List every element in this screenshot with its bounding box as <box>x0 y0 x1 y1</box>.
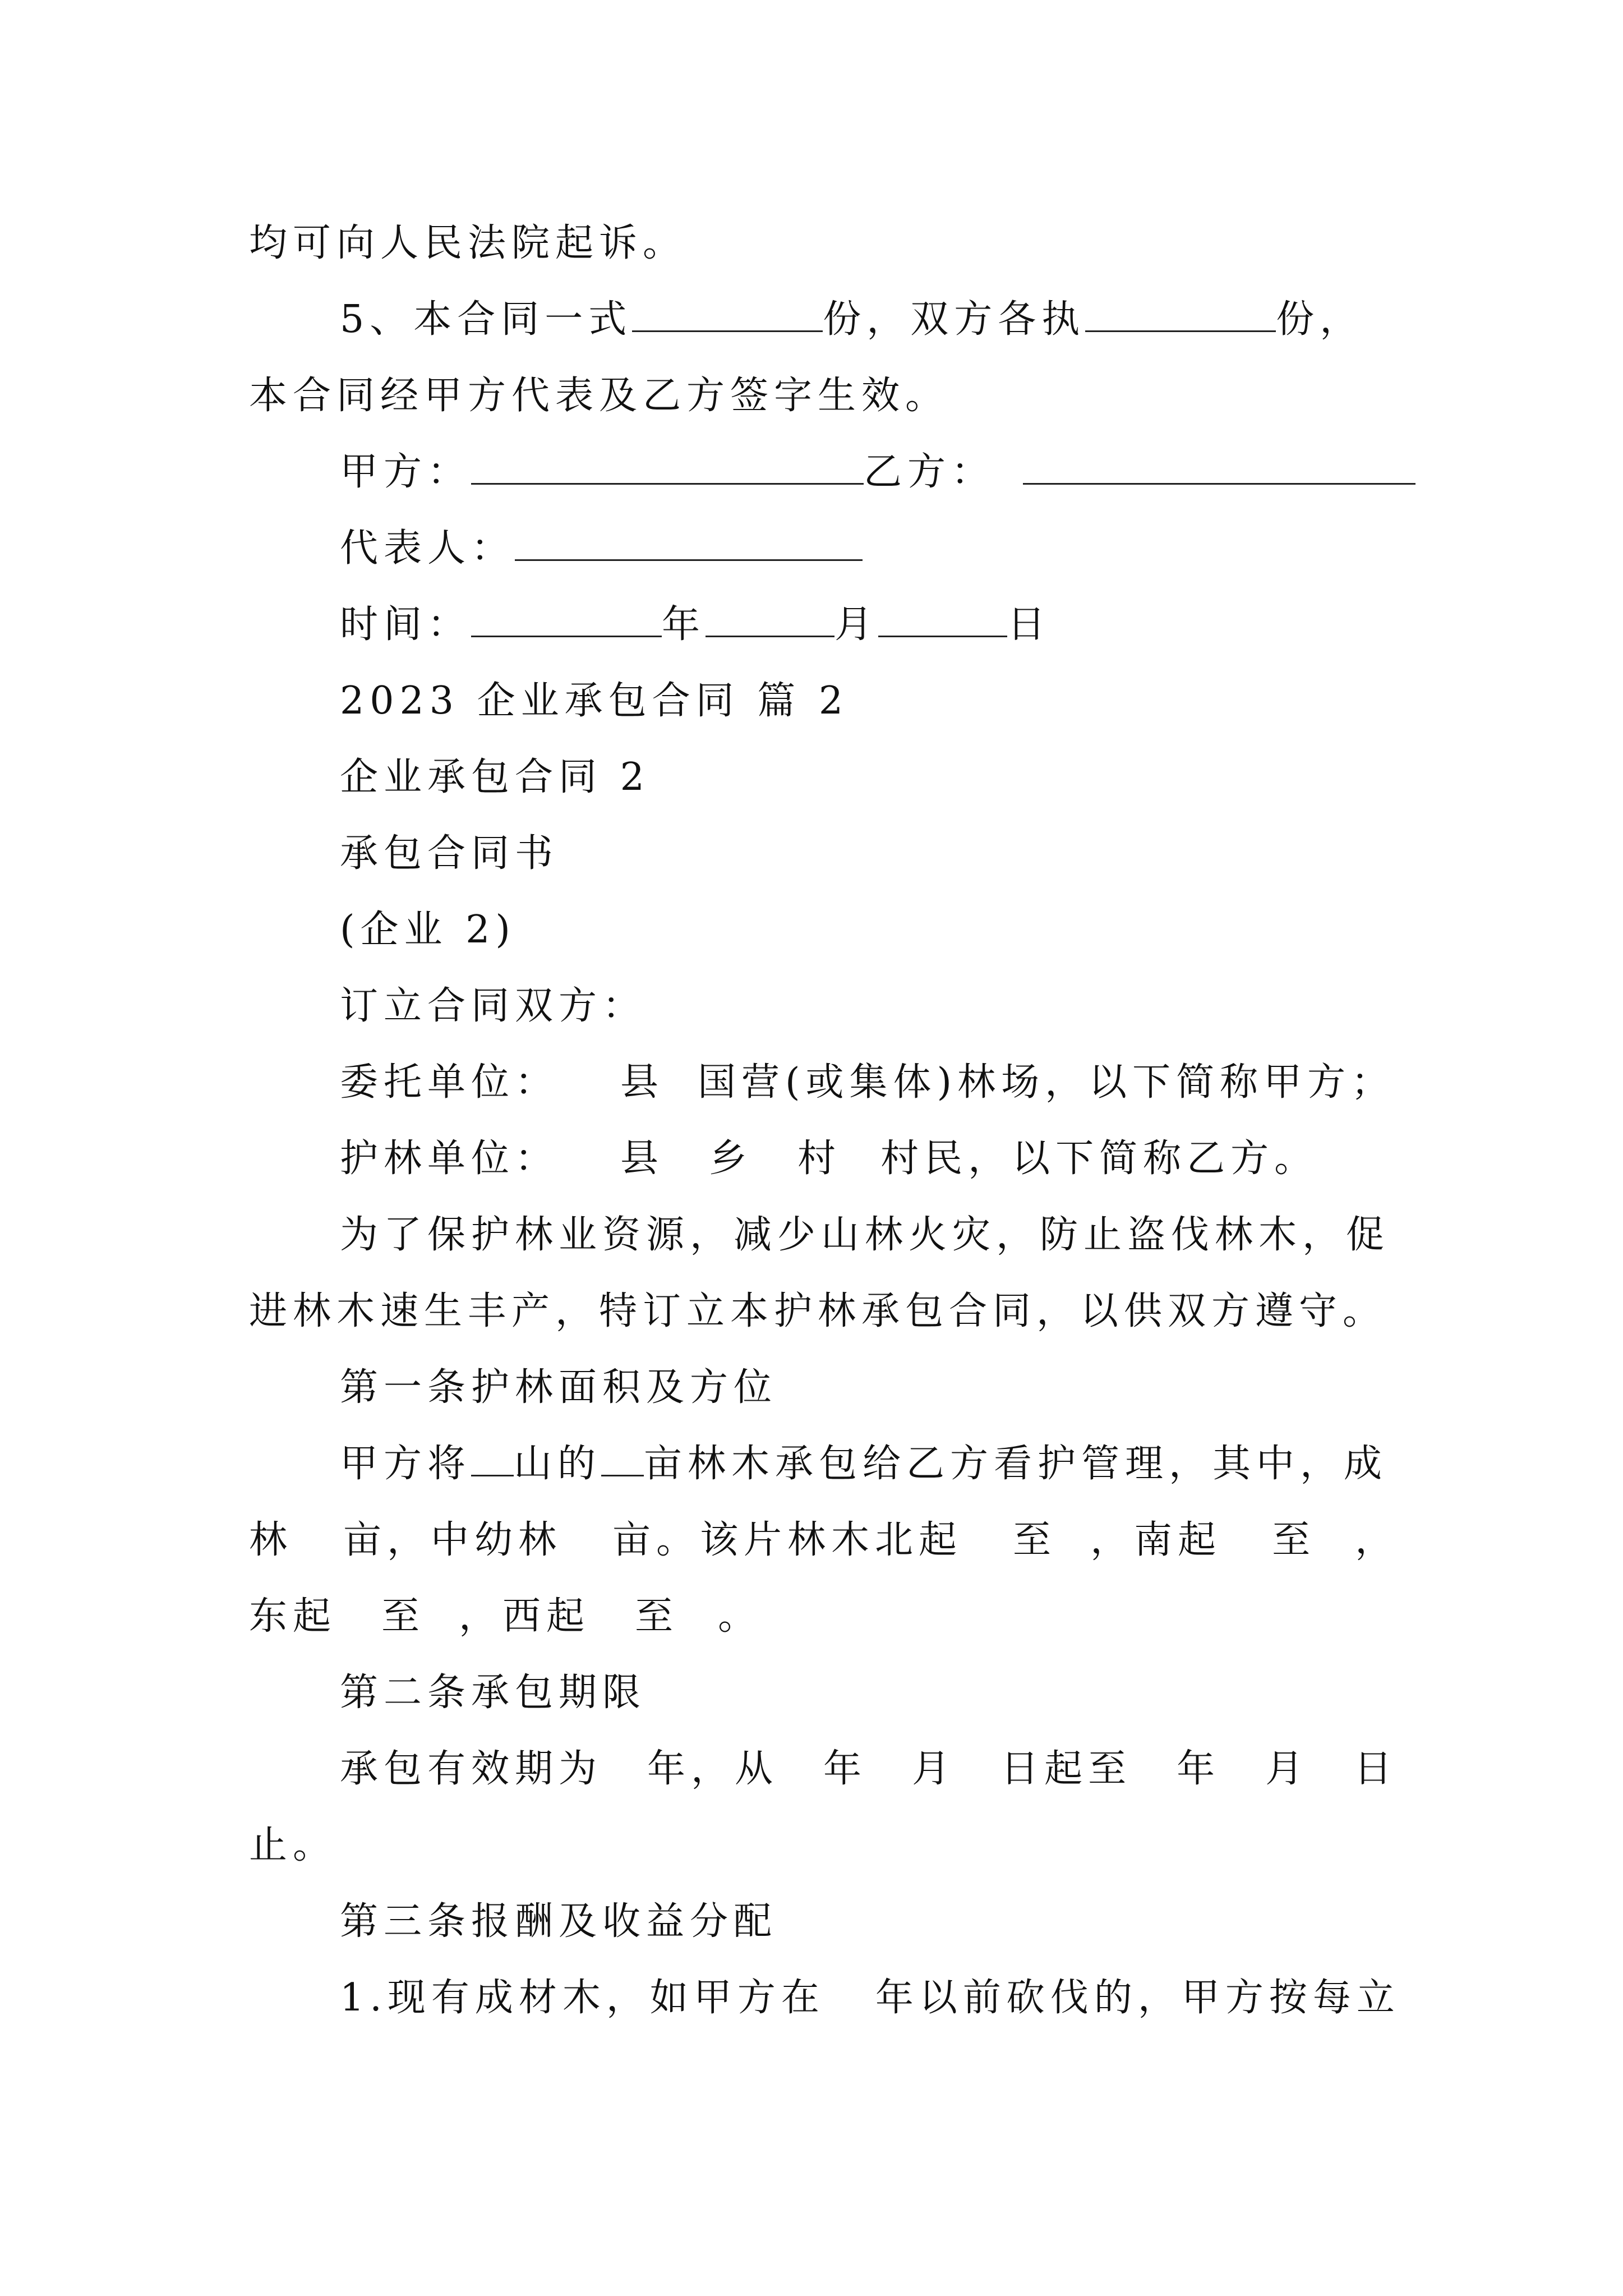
month-blank <box>706 602 834 637</box>
text-line <box>340 1742 1398 1796</box>
party-a-label: 甲方： <box>340 450 472 494</box>
text: 第三条报酬及收益分配 <box>340 1899 778 1944</box>
text: 至 <box>1272 1518 1316 1562</box>
text: 护林单位： <box>340 1137 559 1181</box>
text: 年，从 <box>647 1747 779 1791</box>
text: 亩，中幼林 <box>343 1518 562 1562</box>
text: 订立合同双方： <box>340 984 647 1028</box>
text: 第一条护林面积及方位 <box>340 1365 778 1410</box>
text: ， <box>1355 1518 1399 1562</box>
text-line <box>340 751 650 804</box>
text: 甲方将 <box>340 1442 472 1486</box>
text: 山的 <box>514 1442 602 1486</box>
text: 均可向人民法院起诉。 <box>249 221 687 265</box>
text: 至 <box>635 1594 679 1639</box>
text-line <box>249 1513 1399 1567</box>
text: 乡 <box>709 1137 753 1181</box>
text: 企业承包合同 2 <box>340 755 650 799</box>
text: 年以前砍伐的，甲方按每立 <box>875 1976 1400 2020</box>
party-b-label: 乙方： <box>864 450 995 494</box>
text: 至 <box>381 1594 426 1639</box>
text: 份， <box>1276 297 1364 342</box>
party-a-blank <box>471 449 864 485</box>
text-line <box>340 293 1363 347</box>
text: 月 <box>1265 1747 1310 1791</box>
text: 份，双方各执 <box>823 297 1086 342</box>
day-blank <box>878 602 1007 637</box>
article-heading <box>340 1666 646 1720</box>
section-heading <box>340 674 849 728</box>
text-line <box>340 827 559 881</box>
text: 林 <box>249 1518 293 1562</box>
text: 进林木速生丰产，特订立本护林承包合同，以供双方遵守。 <box>249 1289 1387 1333</box>
representative-blank <box>515 526 863 561</box>
text: ，西起 <box>459 1594 591 1639</box>
text: 1.现有成材木，如甲方在 <box>340 1976 825 2020</box>
fill-blank <box>471 1441 514 1476</box>
text-line <box>340 1437 1387 1491</box>
article-heading <box>340 1361 777 1415</box>
text: 日 <box>1007 602 1052 647</box>
text-line <box>249 217 686 270</box>
party-b-blank <box>1023 449 1415 485</box>
text: 2023 企业承包合同 篇 2 <box>340 679 849 723</box>
text: 年 <box>1177 1747 1221 1791</box>
text: 止。 <box>249 1823 337 1867</box>
text: 至 <box>1013 1518 1057 1562</box>
text: 年 <box>823 1747 868 1791</box>
article-heading <box>340 1895 777 1949</box>
text-line <box>340 1208 1390 1262</box>
text: 月 <box>912 1747 956 1791</box>
year-blank <box>471 602 662 637</box>
text-line <box>340 522 863 576</box>
fill-blank <box>601 1441 644 1476</box>
text-line <box>340 903 516 957</box>
fill-blank <box>632 297 823 332</box>
text: 亩林木承包给乙方看护管理，其中，成 <box>644 1442 1388 1486</box>
text: 日起至 <box>1000 1747 1132 1791</box>
text: 月 <box>834 602 879 647</box>
text: 5、本合同一式 <box>340 297 633 342</box>
text-line <box>249 1590 762 1644</box>
fill-blank <box>1085 297 1276 332</box>
text-line <box>340 598 1051 652</box>
representative-label: 代表人： <box>340 526 515 570</box>
text-line <box>249 1819 336 1872</box>
text: (企业 2) <box>340 908 516 952</box>
text: 。 <box>718 1594 762 1639</box>
text: 村 <box>797 1137 842 1181</box>
text: 日 <box>1354 1747 1398 1791</box>
text: 亩。该片林木北起 <box>612 1518 963 1562</box>
text-line <box>340 1056 1395 1110</box>
text: 东起 <box>249 1594 337 1639</box>
text-line <box>340 979 646 1033</box>
text: 第二条承包期限 <box>340 1671 647 1715</box>
text: 承包合同书 <box>340 831 559 876</box>
text: 为了保护林业资源，减少山林火灾，防止盗伐林木，促 <box>340 1213 1390 1257</box>
text-line <box>340 445 1415 499</box>
date-label: 时间： <box>340 602 472 647</box>
text: 村民，以下简称乙方。 <box>880 1137 1318 1181</box>
text: 承包有效期为 <box>340 1747 603 1791</box>
text: 本合同经甲方代表及乙方签字生效。 <box>249 374 949 418</box>
text-line <box>249 1285 1386 1338</box>
text: 委托单位： <box>340 1060 559 1105</box>
text: ，南起 <box>1090 1518 1222 1562</box>
text: 年 <box>662 602 706 647</box>
text-line <box>340 1132 1318 1186</box>
text: 县 <box>620 1137 665 1181</box>
text: 县 <box>620 1060 665 1105</box>
text: 国营(或集体)林场，以下简称甲方； <box>698 1060 1395 1105</box>
text-line <box>249 369 949 423</box>
text-line <box>340 1971 1400 2025</box>
